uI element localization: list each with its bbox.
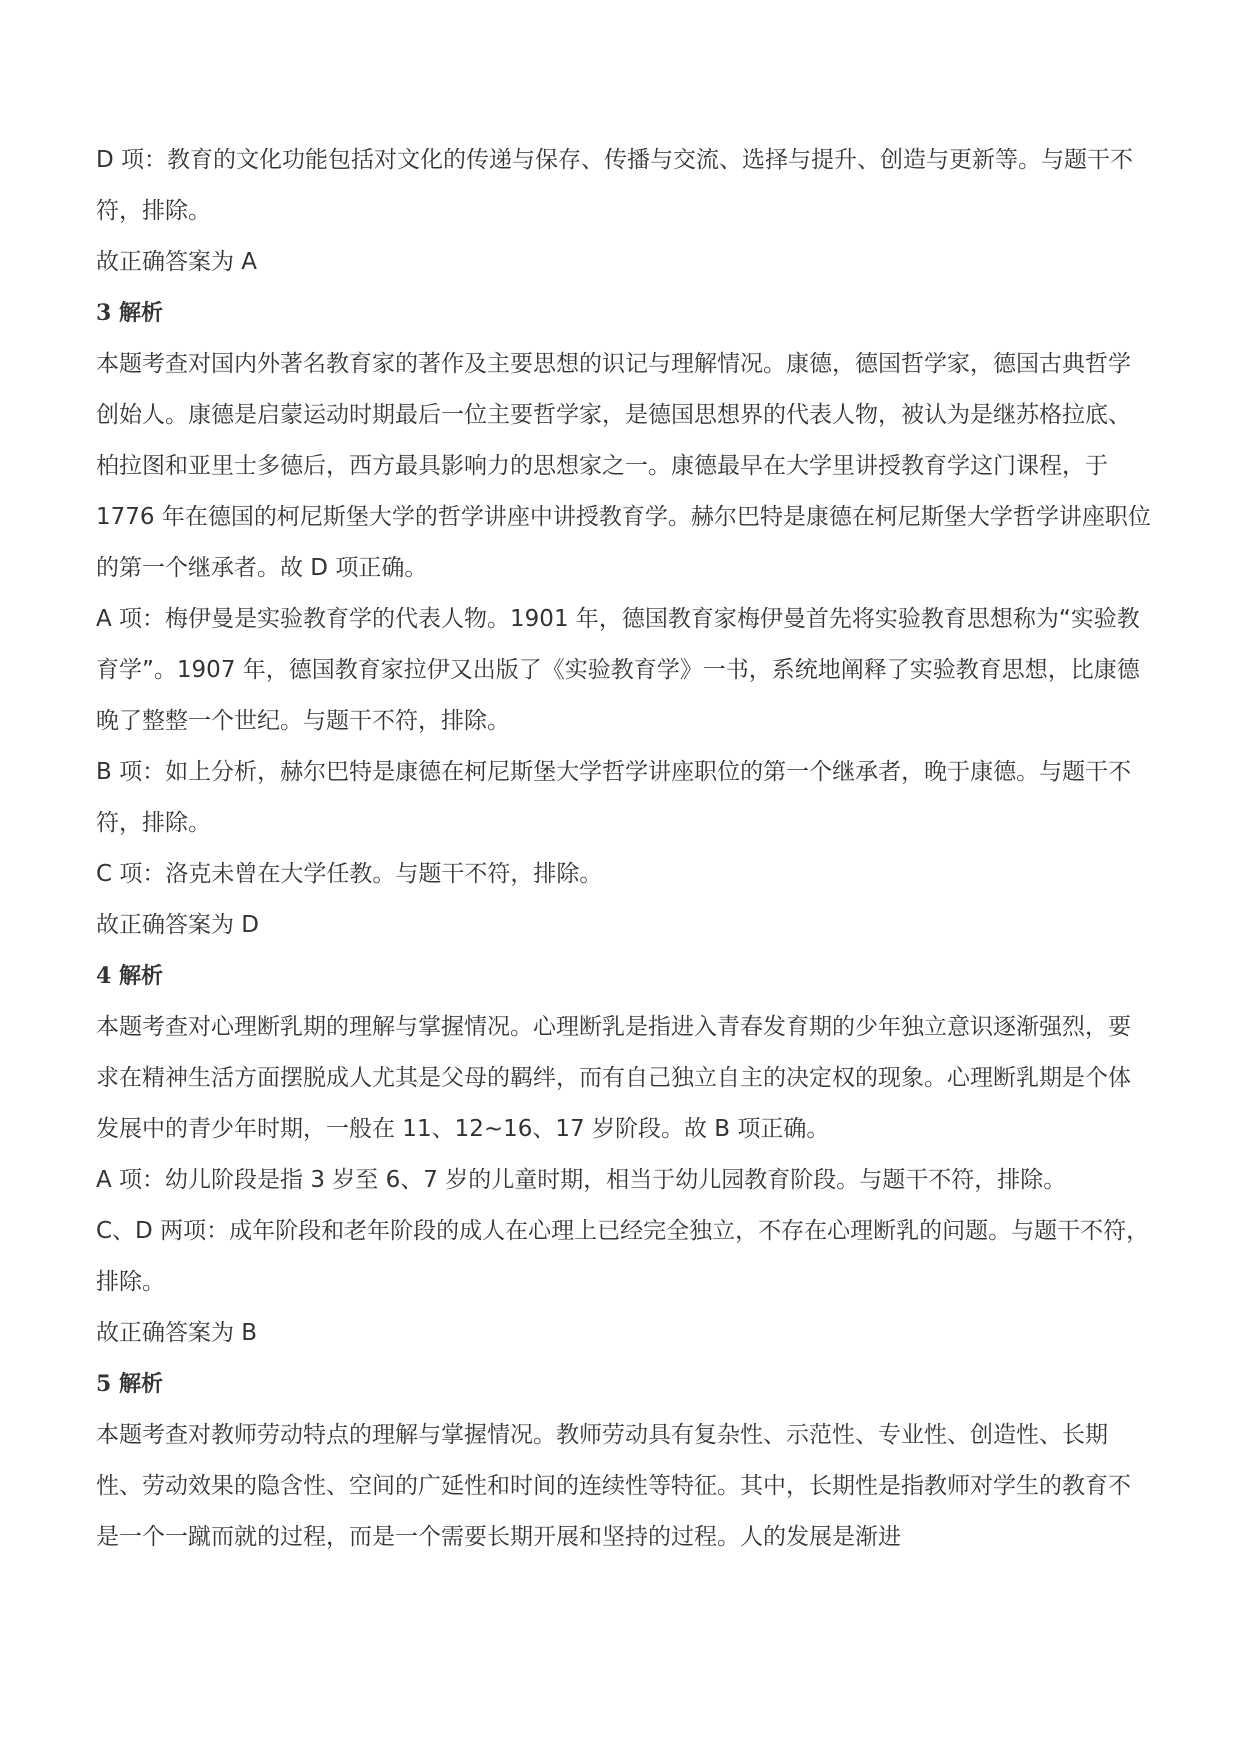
paragraph-q3-analysis: 本题考查对国内外著名教育家的著作及主要思想的识记与理解情况。康德，德国哲学家，德国古典哲学创始人。康德是启蒙运动时期最后一位主要哲学家，是德国思想界的代表人物，被认为是继苏格拉底、柏拉图和亚里士多德后，西方最具影响力的思想家之一。康德最早在大学里讲授教育学这门课程，于 1776 年在德国的柯尼斯堡大学的哲学讲座中讲授教育学。赫尔巴特是康德在柯尼斯堡大学哲学讲座职位的第一个继承者。故 D 项正确。 — [96, 351, 1151, 581]
answer-line-q4: 故正确答案为 B — [96, 1320, 258, 1346]
paragraph-option-d-explanation: D 项：教育的文化功能包括对文化的传递与保存、传播与交流、选择与提升、创造与更新等。与题干不符，排除。 — [96, 147, 1134, 224]
document-page — [96, 147, 1152, 1563]
paragraph-q3-option-c: C 项：洛克未曾在大学任教。与题干不符，排除。 — [96, 861, 603, 887]
answer-line-q3: 故正确答案为 D — [96, 912, 260, 938]
paragraph-q4-option-a: A 项：幼儿阶段是指 3 岁至 6、7 岁的儿童时期，相当于幼儿园教育阶段。与题干不符，排除。 — [96, 1167, 1067, 1193]
paragraph-q3-option-a: A 项：梅伊曼是实验教育学的代表人物。1901 年，德国教育家梅伊曼首先将实验教育思想称为“实验教育学”。1907 年，德国教育家拉伊又出版了《实验教育学》一书，系统地阐释了实验教育思想，比康德晚了整整一个世纪。与题干不符，排除。 — [96, 606, 1140, 734]
paragraph-q4-option-cd: C、D 两项：成年阶段和老年阶段的成人在心理上已经完全独立，不存在心理断乳的问题。与题干不符，排除。 — [96, 1218, 1150, 1295]
paragraph-q3-option-b: B 项：如上分析，赫尔巴特是康德在柯尼斯堡大学哲学讲座职位的第一个继承者，晚于康德。与题干不符，排除。 — [96, 759, 1132, 836]
answer-line-q2: 故正确答案为 A — [96, 249, 258, 275]
paragraph-q4-analysis: 本题考查对心理断乳期的理解与掌握情况。心理断乳是指进入青春发育期的少年独立意识逐渐强烈，要求在精神生活方面摆脱成人尤其是父母的羁绊，而有自己独立自主的决定权的现象。心理断乳期是个体发展中的青少年时期，一般在 11、12~16、17 岁阶段。故 B 项正确。 — [96, 1014, 1131, 1142]
section-heading-q5: 5 解析 — [96, 1371, 163, 1397]
paragraph-q5-analysis: 本题考查对教师劳动特点的理解与掌握情况。教师劳动具有复杂性、示范性、专业性、创造性、长期性、劳动效果的隐含性、空间的广延性和时间的连续性等特征。其中，长期性是指教师对学生的教育不是一个一蹴而就的过程，而是一个需要长期开展和坚持的过程。人的发展是渐进 — [96, 1422, 1131, 1550]
section-heading-q3: 3 解析 — [96, 300, 163, 326]
section-heading-q4: 4 解析 — [96, 963, 163, 989]
